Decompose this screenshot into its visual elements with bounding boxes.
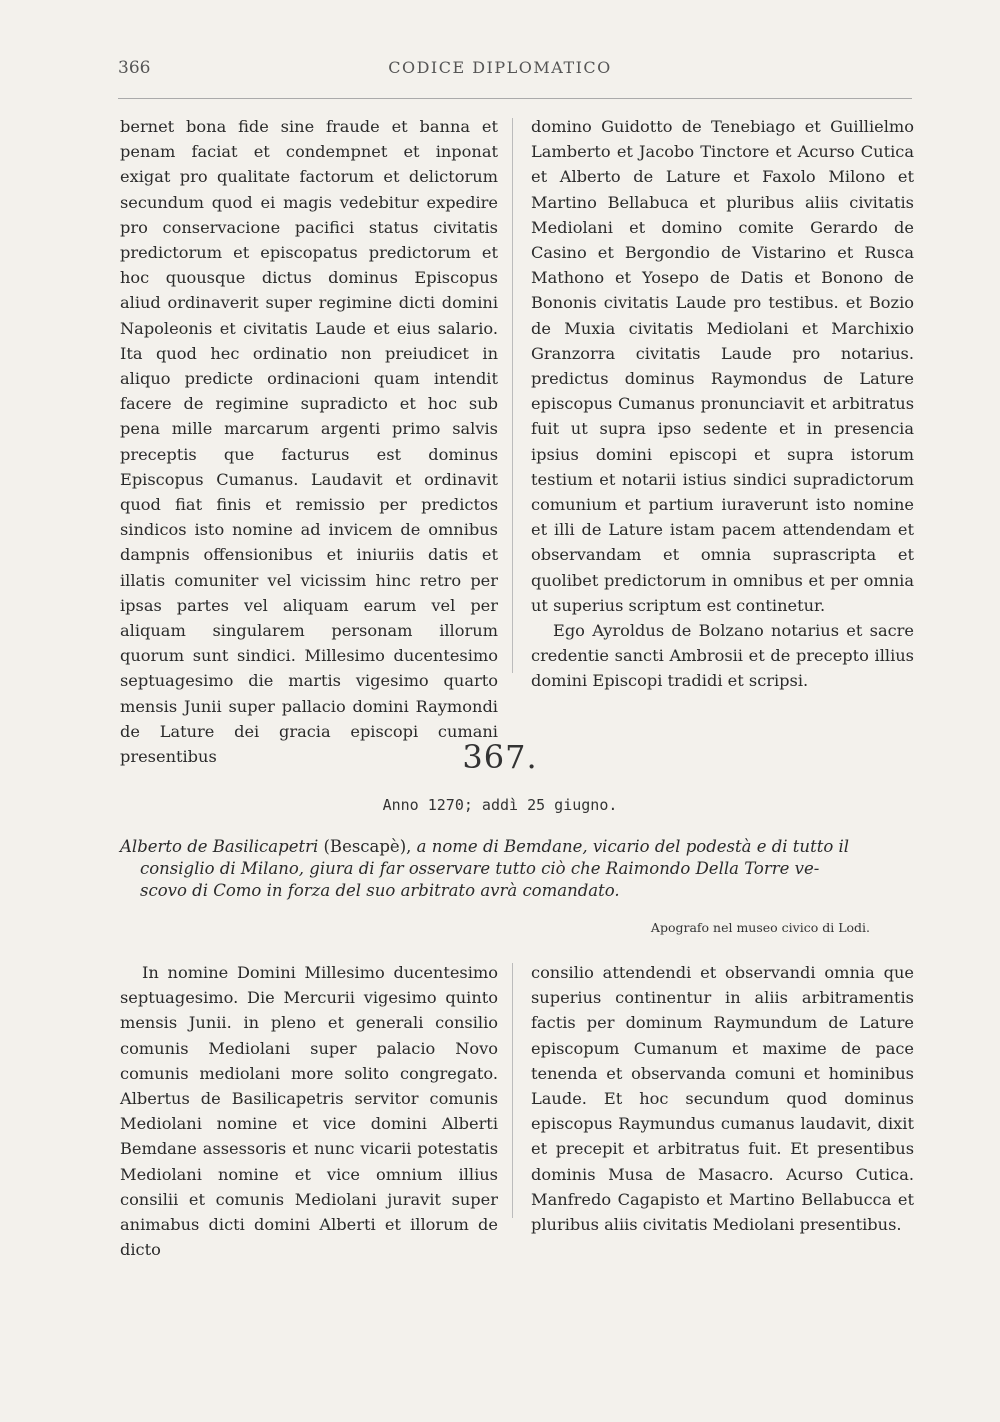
column-divider-top [512, 118, 513, 673]
top-left-paragraph: bernet bona fide sine fraude et banna et penam faciat et condempnet et inponat exigat pro qualitate factorum et delictorum secundum quod ei magis vedebitur expedire pro conservacione pacifici status civitatis predictorum et episcopatus predictorum et hoc quousque dictus dominus Episcopus aliud ordinaverit super regimine dicti domini Napoleonis et civitatis Laude et eius salario. Ita quod hec ordinatio non preiudicet in aliquo predicte ordinacioni quam intendit facere de regimine supradicto et hoc sub pena mille marcarum argenti primo salvis preceptis que facturus est dominus Episcopus Cumanus. Laudavit et ordinavit quod fiat finis et remissio per predictos sindicos isto nomine ad invicem de omnibus dampnis offensionibus et iniuriis datis et illatis comuniter vel vicissim hinc retro per ipsas partes vel aliquam earum vel per aliquam singularem personam illorum quorum sunt sindici. Millesimo ducentesimo septuagesimo die martis vigesimo quarto mensis Junii super pallacio domini Raymondi de Lature dei gracia episcopi cumani presentibus [120, 117, 498, 767]
header-rule [118, 98, 912, 99]
summary-line-2: consiglio di Milano, giura di far osservare tutto ciò che Raimondo Della Torre ve- [140, 859, 820, 878]
running-title: CODICE DIPLOMATICO [388, 58, 612, 77]
summary-line-1: a nome di Bemdane, vicario del podestà e di tutto il [416, 837, 850, 856]
document-date: Anno 1270; addì 25 giugno. [382, 796, 618, 814]
column-divider-bottom [512, 963, 513, 1218]
top-right-paragraph: domino Guidotto de Tenebiago et Guillielmo Lamberto et Jacobo Tinctore et Acurso Cutica et Alberto de Lature et Faxolo Milono et Martino Bellabuca et pluribus aliis civitatis Mediolani et domino comite Gerardo de Casino et Bergondio de Vistarino et Rusca Mathono et Yosepo de Datis et Bonono de Bononis civitatis Laude pro testibus. et Bozio de Muxia civitatis Mediolani et Marchixio Granzorra civitatis Laude pro notarius. predictus dominus Raymondus de Lature episcopus Cumanus pronunciavit et arbitratus fuit ut supra ipso sedente et in presencia ipsius domini episcopi et supra istorum testium et notarii istius sindici supradictorum comunium et partium iuraverunt isto nomine et illi de Lature istam pacem attendendam et observandam et omnia suprascripta et quolibet predictorum in omnibus et per omnia ut superius scriptum est continetur. [531, 117, 914, 615]
summary-paren: (Bescapè), [323, 837, 412, 856]
notary-signature: Ego Ayroldus de Bolzano notarius et sacre credentie sancti Ambrosii et de precepto illius domini Episcopi tradidi et scripsi. [531, 621, 914, 691]
document-summary [120, 836, 915, 902]
bottom-right-column [531, 960, 914, 1237]
bottom-right-paragraph: consilio attendendi et observandi omnia que superius continentur in aliis arbitramentis factis per dominum Raymundum de Lature episcopum Cumanum et maxime de pace tenenda et observanda comuni et hominibus Laude. Et hoc secundum quod dominus episcopus Raymundus cumanus laudavit, dixit et precepit et arbitratus fuit. Et presentibus dominis Musa de Masacro. Acurso Cutica. Manfredo Cagapisto et Martino Bellabucca et pluribus aliis civitatis Mediolani presentibus. [531, 963, 914, 1235]
document-number: 367. [462, 738, 538, 776]
summary-line-3: scovo di Como in forza del suo arbitrato avrà comandato. [140, 881, 620, 900]
page-number: 366 [118, 58, 151, 78]
summary-name: Alberto de Basilicapetri [120, 837, 319, 856]
source-note: Apografo nel museo civico di Lodi. [650, 920, 870, 935]
top-left-column [120, 114, 498, 769]
bottom-left-paragraph: In nomine Domini Millesimo ducentesimo septuagesimo. Die Mercurii vigesimo quinto mensis Junii. in pleno et generali consilio comunis Mediolani super palacio Novo comunis mediolani more solito congregato. Albertus de Basilicapetris servitor comunis Mediolani nomine et vice domini Alberti Bemdane assessoris et nunc vicarii potestatis Mediolani nomine et vice omnium illius consilii et comunis Mediolani juravit super animabus dicti domini Alberti et illorum de dicto [120, 963, 498, 1260]
bottom-left-column [120, 960, 498, 1262]
top-right-column [531, 114, 914, 694]
